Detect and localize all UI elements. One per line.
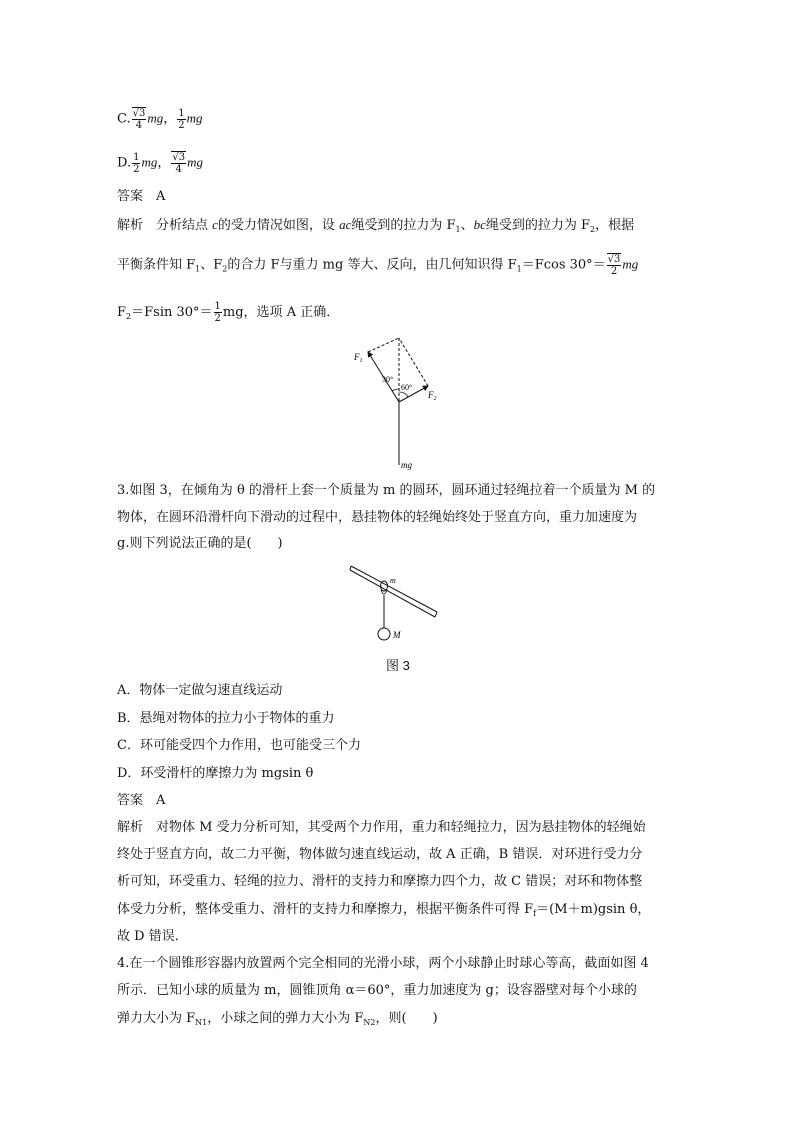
label-M: M <box>393 630 401 640</box>
q2-analysis-line3 <box>117 301 339 325</box>
q3-analysis-line1: 解析 对物体 M 受力分析可知，其受两个力作用，重力和轻绳拉力，因为悬挂物体的轻绳始 <box>117 820 646 835</box>
force-diagram <box>340 330 460 475</box>
q3-option-c: C．环可能受四个力作用，也可能受三个力 <box>117 738 361 753</box>
ring <box>381 581 388 591</box>
var: ac <box>339 217 352 232</box>
subscript: 2 <box>126 312 132 321</box>
label-30deg: 30° <box>382 375 394 384</box>
text: ＝Fcos 30°＝ <box>521 257 606 273</box>
q3-stem-line2: 物体，在圆环沿滑杆向下滑动的过程中，悬挂物体的轻绳始终处于竖直方向，重力加速度为 <box>117 510 638 525</box>
text: mg，选项 A 正确． <box>222 305 340 320</box>
frac-den: 4 <box>135 120 143 131</box>
text: ，则( ) <box>375 1011 438 1026</box>
q2-analysis-line1 <box>117 217 634 238</box>
text: 绳受到的拉力为 F <box>485 218 591 233</box>
subscript: f <box>533 909 537 918</box>
q3-option-d: D．环受滑杆的摩擦力为 mgsin θ <box>117 766 314 781</box>
rod-ring-diagram <box>345 560 445 645</box>
frac-num: 1 <box>133 151 140 163</box>
var-mg: mg <box>186 110 203 126</box>
fraction-sqrt3-over-4 <box>132 107 147 131</box>
subscript: 1 <box>195 264 201 274</box>
q4-stem-line1: 4.在一个圆锥形容器内放置两个完全相同的光滑小球，两个小球静止时球心等高，截面如图 4 <box>117 956 649 971</box>
fraction-sqrt3-over-2 <box>607 253 622 277</box>
text: 体受力分析，整体受重力、滑杆的支持力和摩擦力，根据平衡条件可得 F <box>117 902 534 917</box>
q3-stem-line3: g.则下列说法正确的是( ) <box>117 536 283 551</box>
label-f2: $F_2$ <box>428 390 437 402</box>
label-m: m <box>390 576 396 585</box>
var: c <box>212 217 218 232</box>
q2-analysis-line2 <box>117 253 638 278</box>
text: 解析 分析结点 <box>117 218 213 233</box>
text: ，小球之间的弹力大小为 F <box>207 1011 364 1026</box>
separator: ， <box>157 155 171 171</box>
label-mg: mg <box>401 460 412 470</box>
option-d-label: D. <box>117 155 132 171</box>
frac-den: 2 <box>214 313 221 324</box>
slide-rod-end-right <box>435 612 437 617</box>
text: 的受力情况如图，设 <box>217 218 340 233</box>
text: 、F <box>200 257 223 273</box>
angle-arc-60 <box>399 392 408 397</box>
option-c-label: C. <box>117 111 131 127</box>
text: 的合力 F与重力 mg 等大、反向，由几何知识得 F <box>227 257 517 273</box>
dashed-side-2 <box>399 338 428 386</box>
subscript: 1 <box>455 225 461 234</box>
text: ，根据 <box>595 218 635 233</box>
option-c <box>117 107 203 131</box>
fraction-1-over-2 <box>177 108 185 131</box>
q3-analysis-line3: 析可知，环受重力、轻绳的拉力、滑杆的支持力和摩擦力四个力，故 C 错误；对环和物体整 <box>117 874 643 889</box>
subscript: 2 <box>590 225 596 234</box>
slide-rod-top <box>351 566 437 612</box>
text: 绳受到的拉力为 F <box>351 218 456 233</box>
separator: ， <box>163 111 177 127</box>
fraction-1-over-2 <box>214 301 222 324</box>
frac-num: √3 <box>132 108 146 119</box>
frac-num: 1 <box>214 301 221 312</box>
frac-den: 2 <box>133 163 140 175</box>
slide-rod-end-left <box>350 566 351 570</box>
text: 、 <box>460 218 474 233</box>
fraction-1-over-2 <box>132 152 140 175</box>
angle-arc-30 <box>392 389 399 391</box>
text: 平衡条件知 F <box>117 257 196 273</box>
q3-analysis-line2: 终处于竖直方向，故二力平衡，物体做匀速直线运动，故 A 正确，B 错误．对环进行受力分 <box>117 847 643 862</box>
q3-option-a: A．物体一定做匀速直线运动 <box>117 683 283 698</box>
frac-num: 1 <box>178 107 185 119</box>
subscript: N1 <box>195 1018 208 1027</box>
frac-den: 2 <box>610 266 618 277</box>
var-mg: mg <box>622 256 639 272</box>
q3-answer: 答案 A <box>117 793 166 808</box>
frac-num: √3 <box>607 254 621 265</box>
var-mg: mg <box>147 110 164 126</box>
q2-answer: 答案 A <box>117 189 166 204</box>
var: bc <box>473 217 486 232</box>
q4-stem-line2: 所示．已知小球的质量为 m，圆锥顶角 α＝60°，重力加速度为 g；设容器壁对每个小球的 <box>117 983 637 998</box>
q3-analysis-line5: 故 D 错误． <box>117 929 188 944</box>
fraction-sqrt3-over-4 <box>171 151 186 175</box>
label-f1: $F_1$ <box>354 352 363 364</box>
text: ＝Fsin 30°＝ <box>131 305 213 320</box>
figure-caption: 图 3 <box>386 658 410 673</box>
frac-num: √3 <box>172 152 186 163</box>
q3-stem-line1: 3.如图 3，在倾角为 θ 的滑杆上套一个质量为 m 的圆环，圆环通过轻绳拉着一个质量为 M 的 <box>117 483 656 498</box>
var-mg: mg <box>187 154 203 170</box>
q3-analysis-line4 <box>117 902 650 922</box>
option-d <box>117 151 203 175</box>
text: F <box>117 305 127 320</box>
hanging-ball <box>378 628 390 640</box>
dashed-side-1 <box>368 338 399 352</box>
q4-stem-line3 <box>117 1011 438 1031</box>
text: 弹力大小为 F <box>117 1011 196 1026</box>
subscript: 1 <box>516 264 522 274</box>
subscript: 2 <box>222 264 228 274</box>
q3-option-b: B．悬绳对物体的拉力小于物体的重力 <box>117 711 335 726</box>
label-60deg: 60° <box>401 383 413 392</box>
text: ＝(M＋m)gsin θ， <box>536 902 651 917</box>
frac-den: 4 <box>175 164 182 175</box>
var-mg: mg <box>141 154 158 170</box>
subscript: N2 <box>363 1018 376 1027</box>
frac-den: 2 <box>178 119 185 131</box>
